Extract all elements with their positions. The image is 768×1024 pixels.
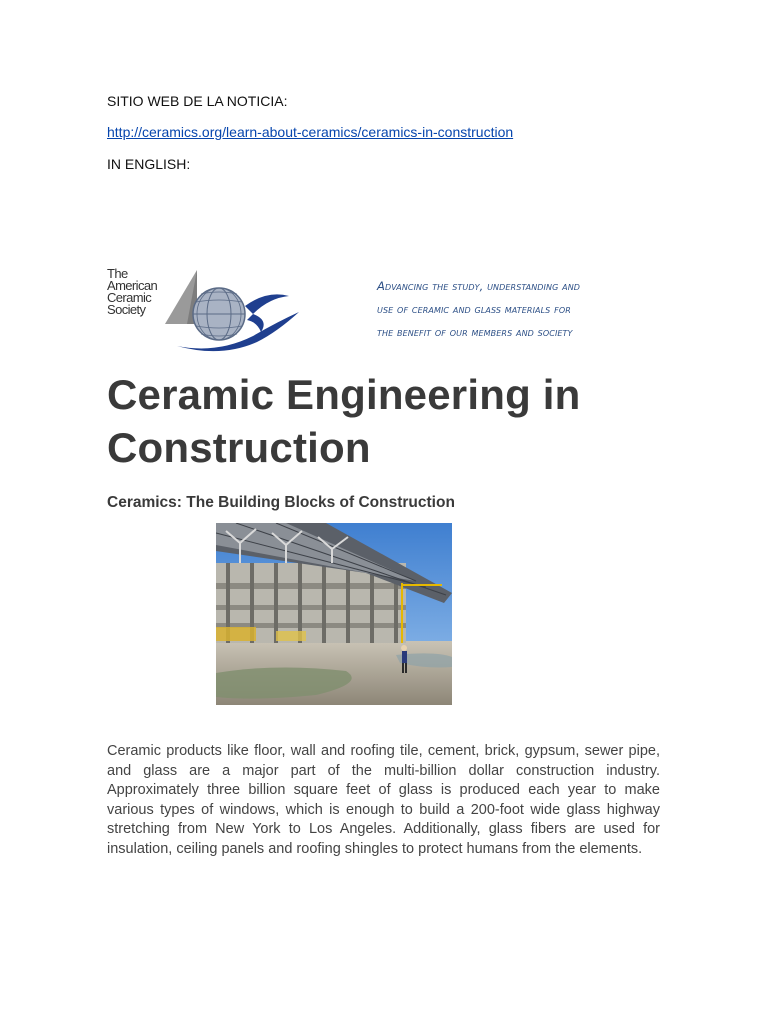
source-label: SITIO WEB DE LA NOTICIA: <box>107 93 288 109</box>
construction-site-photo <box>216 523 452 705</box>
logo-wordmark: The American Ceramic Society <box>107 266 158 317</box>
article-subtitle: Ceramics: The Building Blocks of Construction <box>107 494 455 511</box>
construction-site-photo-icon <box>216 523 452 705</box>
language-label: IN ENGLISH: <box>107 156 191 172</box>
acers-globe-logo-icon <box>157 262 307 354</box>
acers-logo <box>107 262 307 354</box>
article-title: Ceramic Engineering in Construction <box>107 371 581 471</box>
article-body: Ceramic products like floor, wall and roofing tile, cement, brick, gypsum, sewer pipe, and glass are a major part of the multi-billion dollar construction industry. Approximately three billion square feet of glass is produced each year to make various types of windows, which is enough to build a 200-foot wide glass highway stretching from New York to Los Angeles. Additionally, glass fibers are used for insulation, ceiling panels and roofing shingles to protect humans from the elements. <box>107 743 660 857</box>
society-tagline: Advancing the study, understanding and use of ceramic and glass materials for the benefit of our members and society <box>377 279 581 339</box>
source-link[interactable]: http://ceramics.org/learn-about-ceramics/ceramics-in-construction <box>107 124 514 140</box>
